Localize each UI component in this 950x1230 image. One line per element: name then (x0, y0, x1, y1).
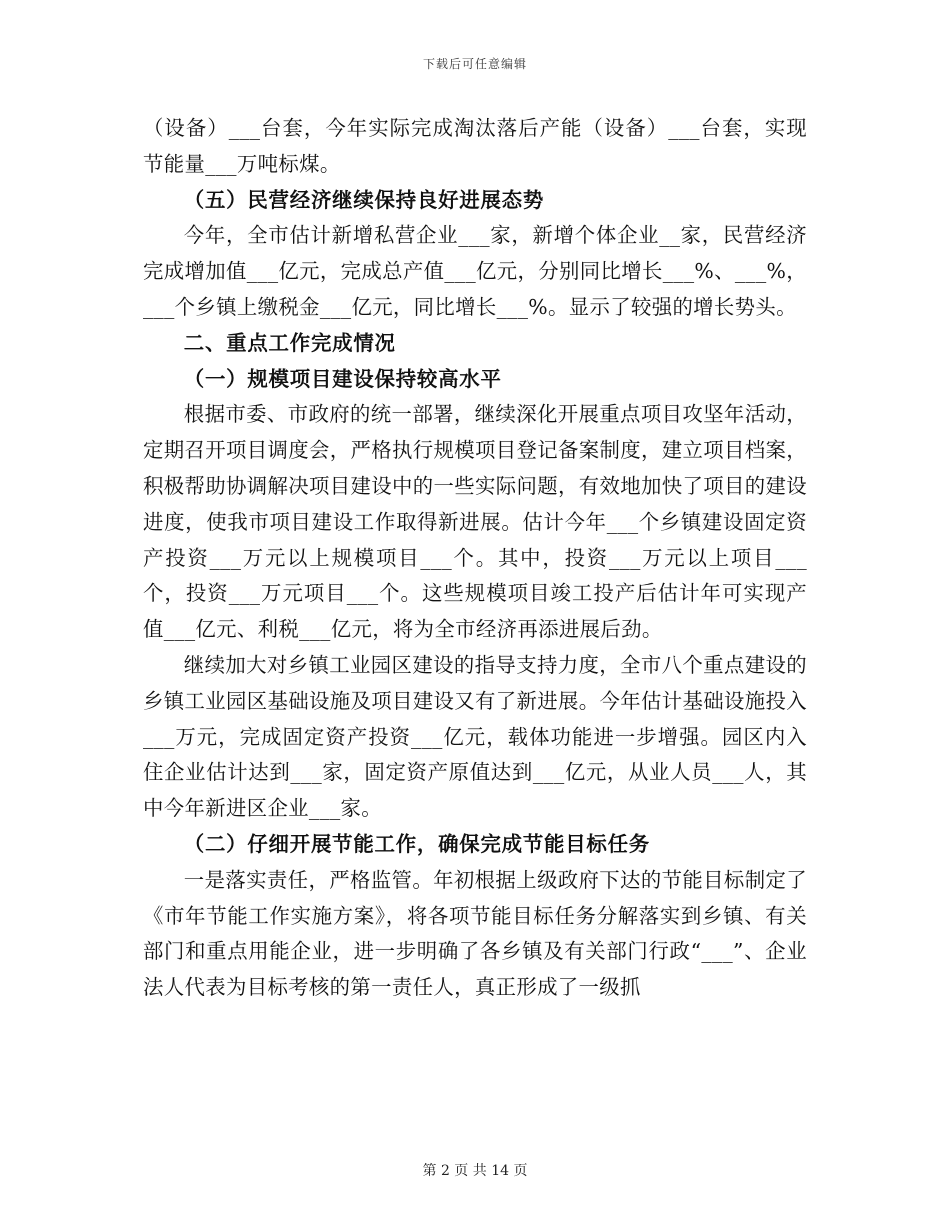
document-body (143, 111, 807, 1006)
section-heading-private-economy: （五）民营经济继续保持良好进展态势 (183, 187, 545, 212)
page-footer: 第 2 页 共 14 页 (422, 1163, 528, 1179)
paragraph-scale-projects: 根据市委、市政府的统一部署，继续深化开展重点项目攻坚年活动，定期召开项目调度会，严格执行规模项目登记备案制度，建立项目档案，积极帮助协调解决项目建设中的一些实际问题，有效地加快了项目的建设进度，使我市项目建设工作取得新进展。估计今年___个乡镇建设固定资产投资___万元以上规模项目___个。其中，投资___万元以上项目___个，投资___万元项目___个。这些规模项目竣工投产后估计年可实现产值___亿元、利税___亿元，将为全市经济再添进展后劲。 (143, 402, 807, 642)
paragraph-private-economy: 今年，全市估计新增私营企业___家，新增个体企业__家，民营经济完成增加值___亿元，完成总产值___亿元，分别同比增长___%、___%，___个乡镇上缴税金___亿元，同比增长___%。显示了较强的增长势头。 (143, 223, 807, 319)
page-header: 下载后可任意编辑 (422, 57, 527, 71)
section-heading-energy-saving: （二）仔细开展节能工作，确保完成节能目标任务 (183, 831, 650, 856)
paragraph-equipment-continuation: （设备）___台套，今年实际完成淘汰落后产能（设备）___台套，实现节能量___万吨标煤。 (143, 116, 807, 176)
section-heading-key-work: 二、重点工作完成情况 (183, 330, 396, 355)
paragraph-energy-saving: 一是落实责任，严格监管。年初根据上级政府下达的节能目标制定了《市年节能工作实施方案》，将各项节能目标任务分解落实到乡镇、有关部门和重点用能企业，进一步明确了各乡镇及有关部门行政“___”、企业法人代表为目标考核的第一责任人，真正形成了一级抓 (143, 867, 807, 1000)
paragraph-industrial-parks: 继续加大对乡镇工业园区建设的指导支持力度，全市八个重点建设的乡镇工业园区基础设施及项目建设又有了新进展。今年估计基础设施投入___万元，完成固定资产投资___亿元，载体功能进一步增强。园区内入住企业估计达到___家，固定资产原值达到___亿元，从业人员___人，其中今年新进区企业___家。 (143, 652, 807, 821)
section-heading-scale-projects: （一）规模项目建设保持较高水平 (183, 366, 502, 391)
